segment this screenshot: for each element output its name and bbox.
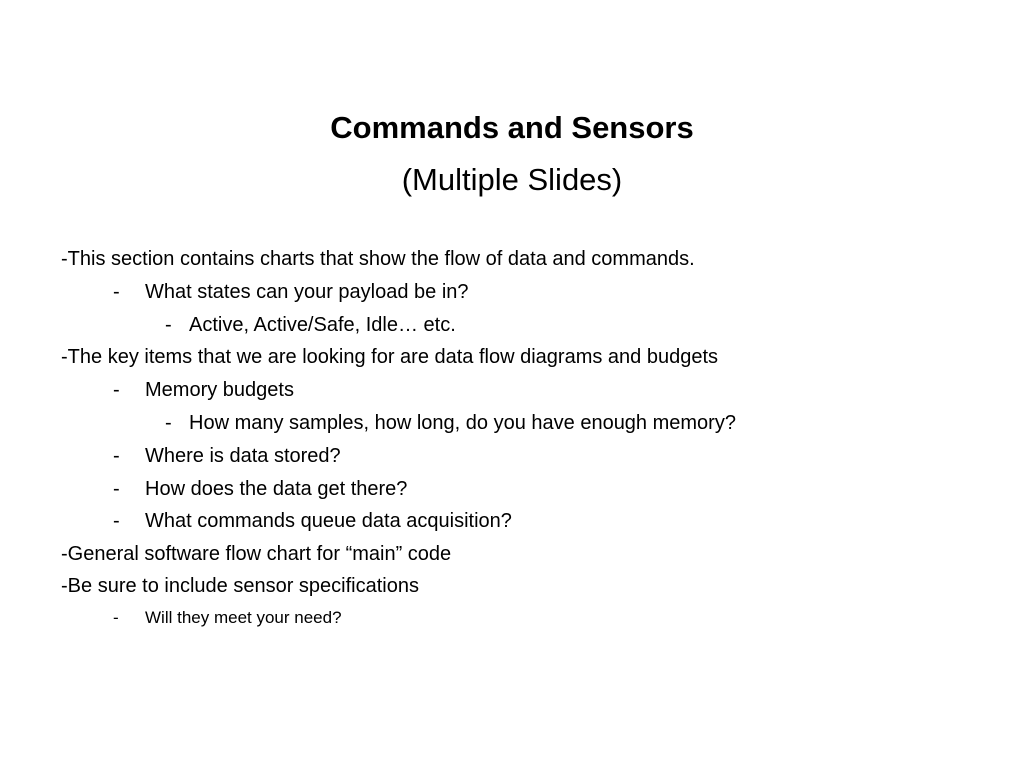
bullet-text: Be sure to include sensor specifications (67, 575, 419, 597)
bullet-line (61, 541, 451, 567)
bullet-line (61, 573, 419, 599)
bullet-text: This section contains charts that show the flow of data and commands. (67, 248, 695, 270)
bullet-text: Where is data stored? (145, 445, 341, 467)
bullet-text: General software flow chart for “main” code (67, 543, 452, 565)
bullet-text: How many samples, how long, do you have enough memory? (189, 412, 736, 434)
bullet-marker: - (61, 248, 68, 270)
bullet-line (61, 344, 718, 370)
slide-subtitle (0, 160, 1024, 200)
bullet-marker: - (61, 543, 68, 565)
slide-title (0, 108, 1024, 148)
bullet-marker: - (165, 412, 172, 434)
slide-title-text: Commands and Sensors (330, 110, 694, 145)
bullet-marker: - (113, 379, 120, 401)
bullet-text: Memory budgets (145, 379, 294, 401)
bullet-marker: - (61, 346, 68, 368)
bullet-text: What commands queue data acquisition? (145, 510, 512, 532)
slide-subtitle-text: (Multiple Slides) (401, 162, 623, 197)
bullet-text: Will they meet your need? (145, 608, 342, 627)
bullet-text: The key items that we are looking for are data flow diagrams and budgets (67, 346, 719, 368)
bullet-marker: - (165, 314, 172, 336)
bullet-marker: - (113, 445, 120, 467)
bullet-line (61, 246, 695, 272)
bullet-marker: - (113, 478, 120, 500)
bullet-marker: - (113, 510, 120, 532)
bullet-text: What states can your payload be in? (145, 281, 469, 303)
bullet-text: Active, Active/Safe, Idle… etc. (189, 314, 456, 336)
bullet-text: How does the data get there? (145, 478, 408, 500)
bullet-marker: - (61, 575, 68, 597)
bullet-marker: - (113, 281, 120, 303)
bullet-marker: - (113, 608, 119, 627)
